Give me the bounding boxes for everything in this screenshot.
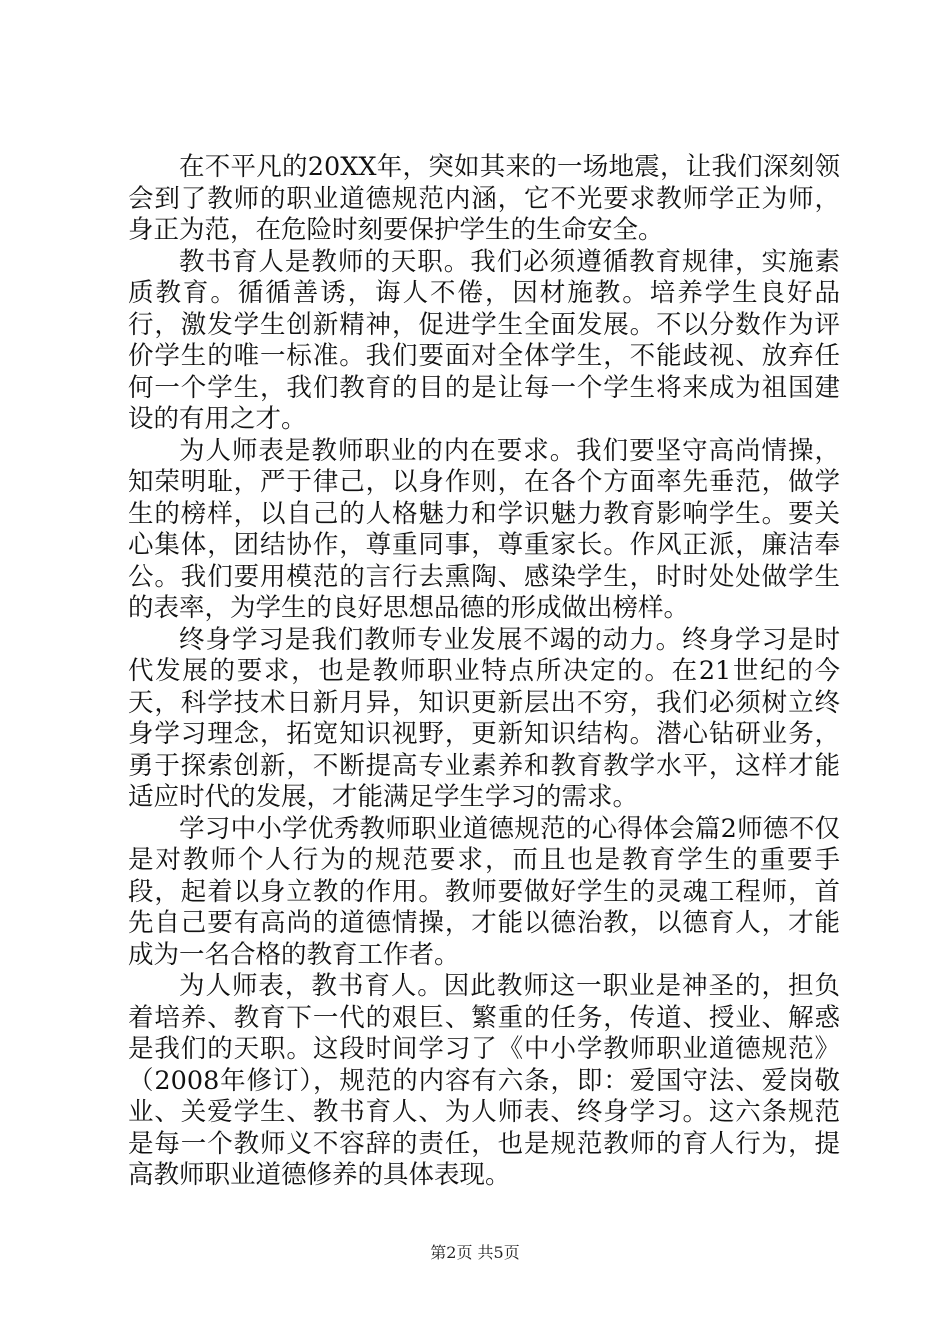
paragraph-6: 为人师表，教书育人。因此教师这一职业是神圣的，担负着培养、教育下一代的艰巨、繁重的任务，传道、授业、解惑是我们的天职。这段时间学习了《中小学教师职业道德规范》（2008年修订），规范的内容有六条，即：爱国守法、爱岗敬业、关爱学生、教书育人、为人师表、终身学习。这六条规范是每一个教师义不容辞的责任，也是规范教师的育人行为，提高教师职业道德修养的具体表现。 xyxy=(128,971,840,1190)
page-number-footer: 第2页 共5页 xyxy=(430,1243,520,1262)
paragraph-1: 在不平凡的20XX年，突如其来的一场地震，让我们深刻领会到了教师的职业道德规范内涵，它不光要求教师学正为师，身正为范，在危险时刻要保护学生的生命安全。 xyxy=(128,152,840,245)
document-body xyxy=(128,152,840,1192)
paragraph-5: 学习中小学优秀教师职业道德规范的心得体会篇2师德不仅是对教师个人行为的规范要求，而且也是教育学生的重要手段，起着以身立教的作用。教师要做好学生的灵魂工程师，首先自己要有高尚的道德情操，才能以德治教，以德育人，才能成为一名合格的教育工作者。 xyxy=(128,813,840,970)
paragraph-2: 教书育人是教师的天职。我们必须遵循教育规律，实施素质教育。循循善诱，诲人不倦，因材施教。培养学生良好品行，激发学生创新精神，促进学生全面发展。不以分数作为评价学生的唯一标准。我们要面对全体学生，不能歧视、放弃任何一个学生，我们教育的目的是让每一个学生将来成为祖国建设的有用之才。 xyxy=(128,246,840,434)
paragraph-3: 为人师表是教师职业的内在要求。我们要坚守高尚情操，知荣明耻，严于律己，以身作则，在各个方面率先垂范，做学生的榜样，以自己的人格魅力和学识魅力教育影响学生。要关心集体，团结协作，尊重同事，尊重家长。作风正派，廉洁奉公。我们要用模范的言行去熏陶、感染学生，时时处处做学生的表率，为学生的良好思想品德的形成做出榜样。 xyxy=(128,435,840,623)
paragraph-4: 终身学习是我们教师专业发展不竭的动力。终身学习是时代发展的要求，也是教师职业特点所决定的。在21世纪的今天，科学技术日新月异，知识更新层出不穷，我们必须树立终身学习理念，拓宽知识视野，更新知识结构。潜心钻研业务，勇于探索创新，不断提高专业素养和教育教学水平，这样才能适应时代的发展，才能满足学生学习的需求。 xyxy=(128,624,840,812)
